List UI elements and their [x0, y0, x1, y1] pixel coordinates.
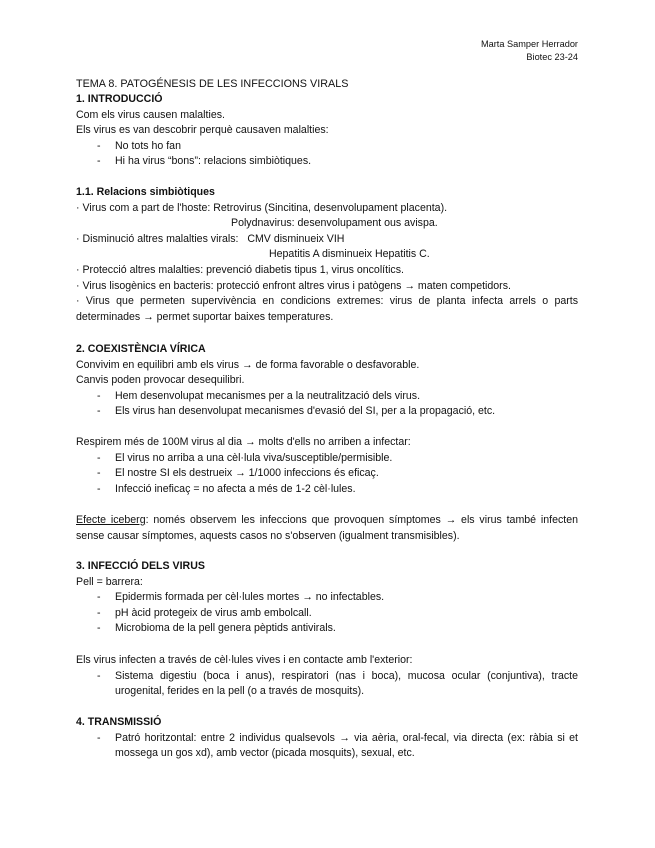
dash-list	[76, 731, 578, 762]
list-item: - Hi ha virus “bons”: relacions simbiòtiques.	[76, 154, 578, 170]
section-heading: 2. COEXISTÈNCIA VÍRICA	[76, 343, 206, 355]
list-item: - Infecció ineficaç = no afecta a més de 1-2 cèl·lules.	[76, 482, 578, 498]
list-item: - El virus no arriba a una cèl·lula viva/susceptible/permisible.	[76, 451, 578, 467]
section-heading: 3. INFECCIÓ DELS VIRUS	[76, 560, 205, 572]
list-item: - Sistema digestiu (boca i anus), respiratori (nas i boca), mucosa ocular (conjuntiva), tracte urogenital, ferides en la pell (o a través de mosquits).	[76, 669, 578, 700]
paragraph-line: Polydnavirus: desenvolupament ous avispa.	[231, 217, 438, 230]
paragraph-line: Canvis poden provocar desequilibri.	[76, 374, 245, 387]
section-heading: 4. TRANSMISSIÓ	[76, 716, 162, 728]
section-coexistencia	[76, 342, 578, 420]
dash-list	[76, 139, 578, 170]
paragraph-line: · Virus lisogènics en bacteris: protecció enfront altres virus i patògens → maten competidors.	[76, 279, 511, 292]
list-item: - El nostre SI els destrueix → 1/1000 infeccions és eficaç.	[76, 466, 578, 482]
section-respirem	[76, 435, 578, 497]
list-item: - Els virus han desenvolupat mecanismes d'evasió del SI, per a la propagació, etc.	[76, 404, 578, 420]
section-transmissio	[76, 715, 578, 762]
list-item: - Microbioma de la pell genera pèptids antivirals.	[76, 621, 578, 637]
section-introduccio	[76, 92, 578, 170]
list-item: - pH àcid protegeix de virus amb embolcall.	[76, 606, 578, 622]
page-header	[481, 38, 578, 63]
paragraph-line: · Protecció altres malalties: prevenció diabetis tipus 1, virus oncolítics.	[76, 263, 404, 276]
dash-list	[76, 389, 578, 420]
paragraph-line	[76, 232, 578, 248]
section-infeccio-vies	[76, 653, 578, 700]
paragraph-line	[76, 201, 578, 217]
paragraph-line: Hepatitis A disminueix Hepatitis C.	[269, 248, 430, 261]
paragraph-line: Respirem més de 100M virus al dia → molts d'ells no arriben a infectar:	[76, 436, 411, 448]
paragraph-line: Convivim en equilibri amb els virus → de forma favorable o desfavorable.	[76, 358, 420, 371]
paragraph-line: Com els virus causen malalties.	[76, 108, 225, 121]
paragraph-line: Els virus es van descobrir perquè causaven malalties:	[76, 124, 329, 137]
list-item: - Hem desenvolupat mecanismes per a la neutralització dels virus.	[76, 389, 578, 405]
paragraph-line: · Virus que permeten supervivència en condicions extremes: virus de planta infecta arrels o parts determinades → permet suportar baixes temperatures.	[76, 295, 578, 323]
section-heading: 1. INTRODUCCIÓ	[76, 93, 163, 105]
list-item: - No tots ho fan	[76, 139, 578, 155]
disminucio-item: CMV disminueix VIH	[247, 232, 345, 245]
iceberg-term: Efecte iceberg	[76, 514, 146, 526]
host-label: · Virus com a part de l'hoste:	[76, 201, 211, 214]
paragraph-line: Pell = barrera:	[76, 575, 143, 588]
dash-list	[76, 669, 578, 700]
dash-list	[76, 451, 578, 498]
section-iceberg	[76, 513, 578, 544]
list-item: - Epidermis formada per cèl·lules mortes → no infectables.	[76, 590, 578, 606]
author-name: Marta Samper Herrador	[480, 39, 578, 49]
list-item: - Patró horitzontal: entre 2 individus qualsevols → via aèria, oral-fecal, via directa (ex: ràbia si et mossega un gos xd), amb vector (picada mosquits), sexual, etc.	[76, 731, 578, 762]
iceberg-text: : només observem les infeccions que provoquen símptomes → els virus també infecten sense causar símptomes, aquests casos no s'observen (igualment transmisibles).	[76, 514, 578, 542]
paragraph-line	[76, 513, 578, 544]
paragraph-line: Els virus infecten a través de cèl·lules vives i en contacte amb l'exterior:	[76, 654, 413, 666]
course-label: Biotec 23-24	[526, 51, 578, 62]
section-relacions-simbiotiques	[76, 185, 578, 325]
document-title: TEMA 8. PATOGÉNESIS DE LES INFECCIONS VIRALS	[76, 78, 349, 90]
host-item: Retrovirus (Sincitina, desenvolupament placenta).	[213, 201, 448, 214]
disminucio-label: · Disminució altres malalties virals:	[76, 232, 239, 245]
subsection-heading: 1.1. Relacions simbiòtiques	[76, 186, 215, 198]
section-infeccio	[76, 559, 578, 637]
dash-list	[76, 590, 578, 637]
